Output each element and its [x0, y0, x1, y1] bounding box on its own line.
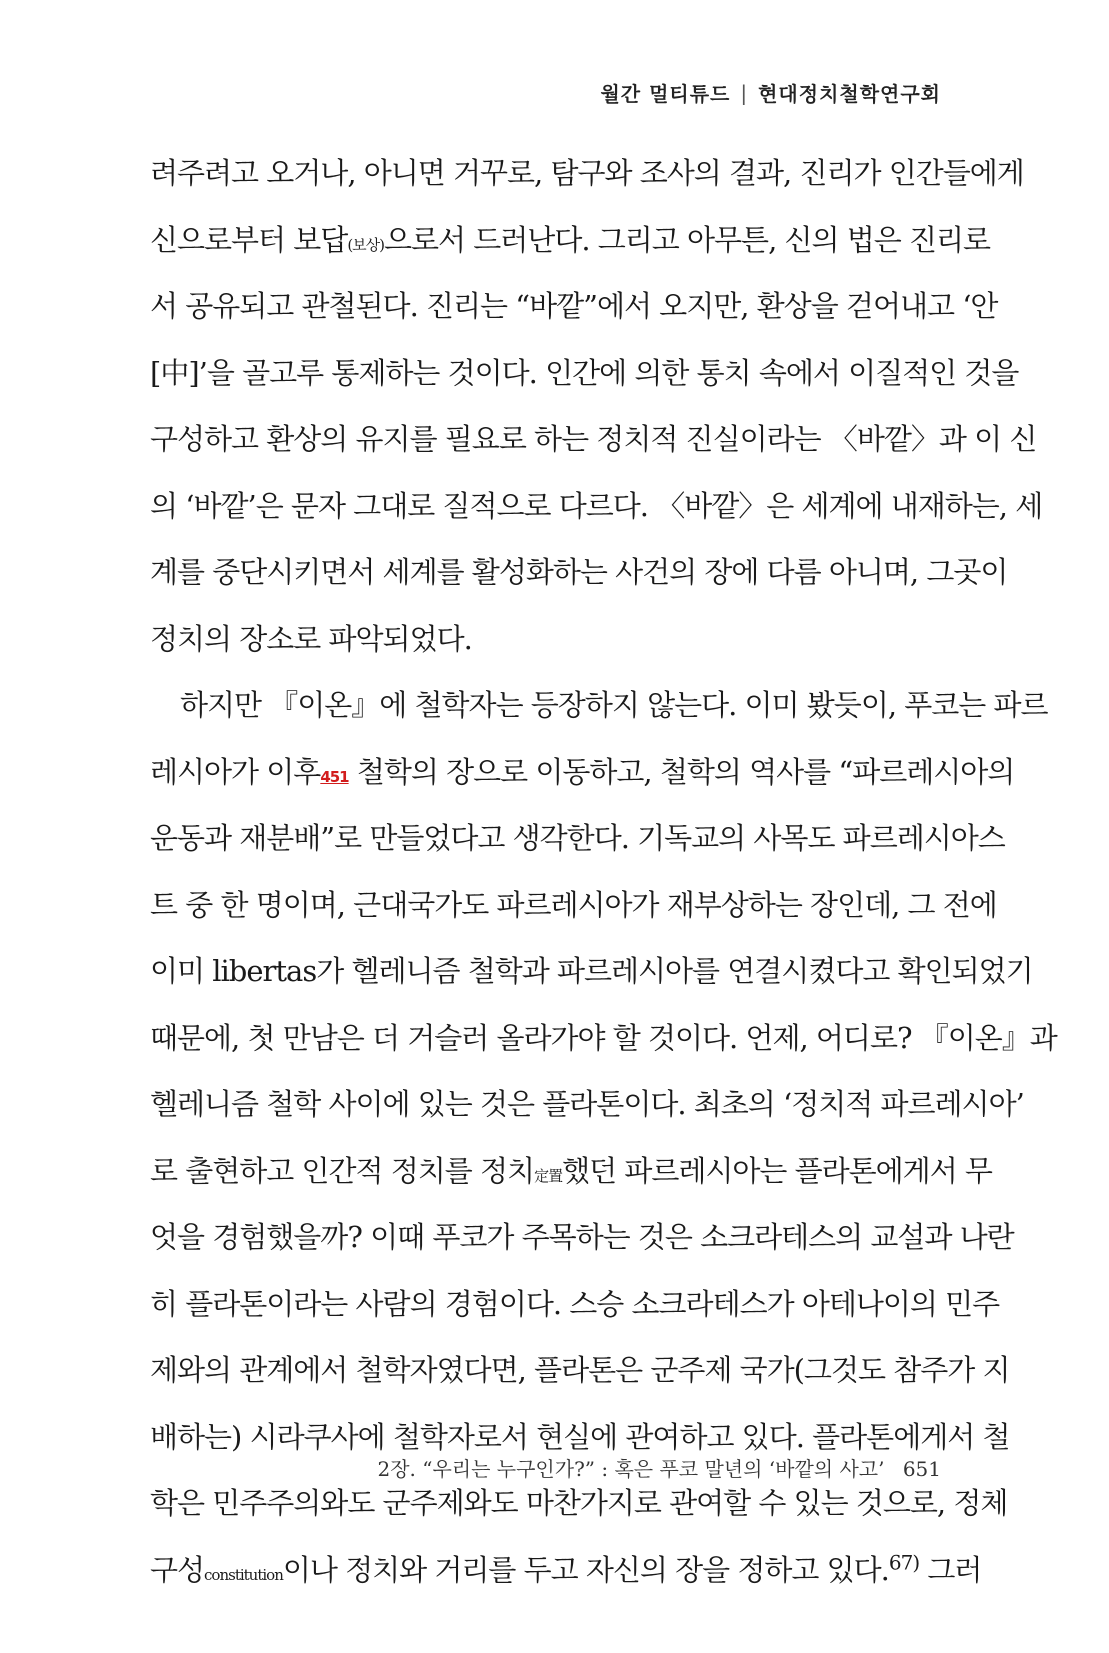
- text-line: 헬레니즘 철학 사이에 있는 것은 플라톤이다. 최초의 ‘정치적 파르레시아’: [150, 1087, 1024, 1121]
- organization-name: 현대정치철학연구회: [758, 82, 941, 106]
- text-run: 구성: [150, 1552, 205, 1587]
- text-line: 엇을 경험했을까? 이때 푸코가 주목하는 것은 소크라테스의 교설과 나란: [150, 1220, 1014, 1254]
- page-number: 651: [902, 1457, 941, 1481]
- text-line: 히 플라톤이라는 사람의 경험이다. 스승 소크라테스가 아테나이의 민주: [150, 1286, 1000, 1321]
- text-run: 로 출현하고 인간적 정치를 정치: [150, 1153, 535, 1188]
- text-line: 하지만 『이온』에 철학자는 등장하지 않는다. 이미 봤듯이, 푸코는 파르: [180, 688, 1048, 722]
- text-line: 학은 민주주의와도 군주제와도 마찬가지로 관여할 수 있는 것으로, 정체: [150, 1486, 1008, 1520]
- text-line: 려주려고 오거나, 아니면 거꾸로, 탐구와 조사의 결과, 진리가 인간들에게: [150, 156, 1024, 190]
- header-separator: |: [740, 80, 749, 105]
- journal-title: 월간 멀티튜드: [600, 82, 731, 106]
- text-run: 신으로부터 보답: [150, 222, 348, 257]
- text-line: 운동과 재분배”로 만들었다고 생각한다. 기독교의 사목도 파르레시아스: [150, 821, 1005, 855]
- text-line: [150, 1138, 992, 1205]
- text-run: 했던 파르레시아는 플라톤에게서 무: [562, 1153, 992, 1188]
- text-line: [中]’을 골고루 통제하는 것이다. 인간에 의한 통치 속에서 이질적인 것을: [150, 355, 1019, 390]
- text-run: 이나 정치와 거리를 두고 자신의 장을 정하고 있다.: [282, 1552, 889, 1587]
- text-line: 정치의 장소로 파악되었다.: [150, 621, 472, 656]
- running-footer: [377, 1453, 941, 1482]
- text-line: 계를 중단시키면서 세계를 활성화하는 사건의 장에 다름 아니며, 그곳이: [150, 555, 1008, 589]
- gloss: 定置: [534, 1166, 563, 1185]
- gloss: constitution: [204, 1565, 283, 1584]
- text-run: 레시아가 이후: [150, 754, 321, 789]
- text-line: 구성하고 환상의 유지를 필요로 하는 정치적 진실이라는 〈바깥〉과 이 신: [150, 422, 1037, 456]
- text-line: [150, 739, 1015, 806]
- text-line: 서 공유되고 관철된다. 진리는 “바깥”에서 오지만, 환상을 걷어내고 ‘안: [150, 289, 998, 323]
- text-line: [150, 207, 991, 274]
- text-run: 그러: [919, 1552, 982, 1587]
- text-line: 이미 libertas가 헬레니즘 철학과 파르레시아를 연결시켰다고 확인되었기: [150, 954, 1033, 988]
- text-line: 배하는) 시라쿠사에 철학자로서 현실에 관여하고 있다. 플라톤에게서 철: [150, 1419, 1010, 1454]
- text-run: 철학의 장으로 이동하고, 철학의 역사를 “파르레시아의: [348, 754, 1015, 789]
- chapter-title: 2장. “우리는 누구인가?” : 혹은 푸코 말년의 ‘바깥의 사고’: [377, 1457, 885, 1481]
- text-line: [150, 1537, 982, 1604]
- text-line: 트 중 한 명이며, 근대국가도 파르레시아가 재부상하는 장인데, 그 전에: [150, 887, 997, 922]
- footnote-marker[interactable]: 67): [888, 1549, 920, 1574]
- page-reference-link[interactable]: 451: [320, 767, 349, 786]
- text-run: 으로서 드러난다. 그리고 아무튼, 신의 법은 진리로: [384, 222, 991, 257]
- text-line: 때문에, 첫 만남은 더 거슬러 올라가야 할 것이다. 언제, 어디로? 『이온』과: [150, 1020, 1057, 1055]
- gloss: (보상): [347, 235, 385, 254]
- text-line: 의 ‘바깥’은 문자 그대로 질적으로 다르다. 〈바깥〉은 세계에 내재하는, 세: [150, 488, 1043, 523]
- running-header: [600, 78, 941, 107]
- text-line: 제와의 관계에서 철학자였다면, 플라톤은 군주제 국가(그것도 참주가 지: [150, 1353, 1010, 1387]
